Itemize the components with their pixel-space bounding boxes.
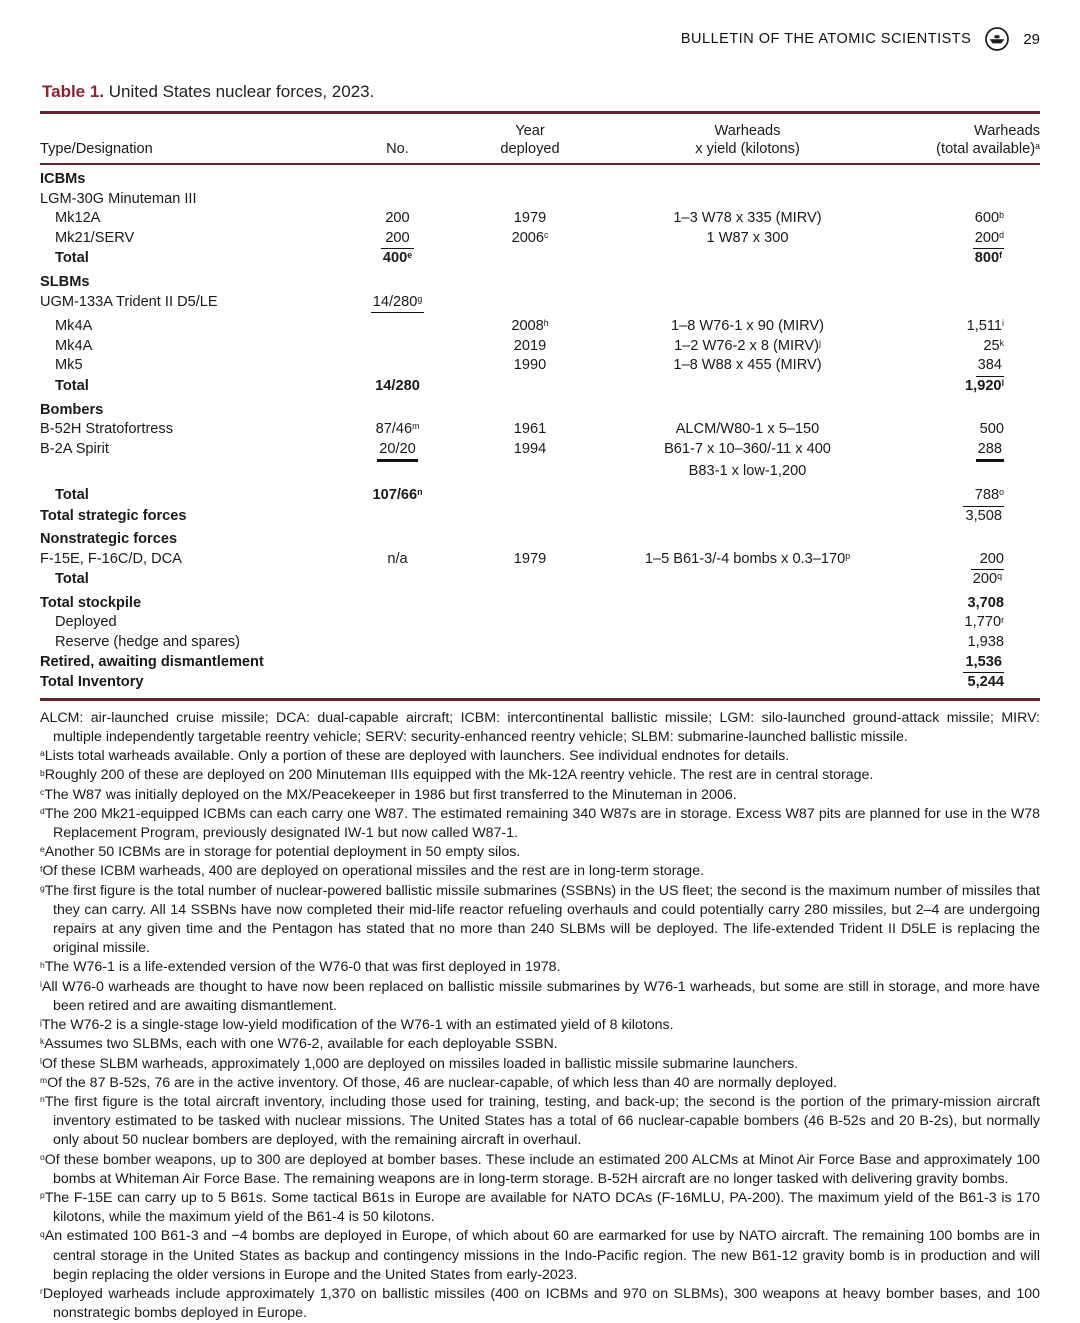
footnote-ref: j: [818, 337, 821, 348]
table-cell: n/a: [387, 550, 408, 567]
table-row: [40, 190, 1040, 210]
column-header-type: Type/Designation: [40, 141, 153, 157]
table-row: [40, 653, 1040, 674]
footnote: $^g$The first figure is the total number of nuclear-powered ballistic missile submarines (SSBNs) in the US fleet; the second is the maximum number of missiles that they can carry. All 14 SSBNs have now completed their mid-life reactor refueling overhauls and could potentially carry 280 missiles, but 2–4 are undergoing repairs at any given time and the Pentagon has stated that no more than 240 SLBMs will be deployed. The life-extended Trident II D5LE is replacing the original missile.: [40, 882, 1040, 957]
table-row: [40, 377, 1040, 397]
table-row: [40, 293, 1040, 314]
footnote: $^j$The W76-2 is a single-stage low-yield modification of the W76-1 with an estimated yield of 8 kilotons.: [40, 1017, 674, 1034]
footnote-marker: e: [40, 844, 45, 855]
table-cell: SLBMs: [40, 273, 90, 290]
footnote-marker: r: [40, 1286, 43, 1297]
table-cell: Bombers: [40, 401, 104, 418]
table-cell: F-15E, F-16C/D, DCA: [40, 550, 182, 567]
footnote-marker: d: [40, 806, 45, 817]
footnote-marker: j: [40, 1017, 42, 1028]
table-cell: Retired, awaiting dismantlement: [40, 653, 264, 670]
footnote-ref: m: [412, 421, 420, 432]
table-cell: 2019: [513, 337, 547, 354]
footnote-marker: n: [40, 1094, 45, 1105]
table-cell: Mk5: [55, 357, 83, 374]
footnote-marker: g: [40, 882, 45, 893]
footnote-marker: l: [40, 1055, 42, 1066]
table-cell: 800$^f$: [890, 248, 1040, 269]
footnotes: [40, 709, 1040, 1323]
table-cell: ICBMs: [40, 171, 86, 187]
table-row: [40, 440, 1040, 463]
table-cell: Total: [55, 571, 89, 588]
footnote-marker: p: [40, 1190, 45, 1201]
table-cell: 1–3 W78 x 335 (MIRV): [673, 210, 822, 227]
column-header-year: Year deployed: [500, 123, 560, 157]
table-cell: 25$^k$: [983, 337, 1004, 354]
table-row: [40, 337, 1040, 357]
table-cell: 200: [385, 229, 410, 246]
table-cell: Deployed: [55, 614, 117, 631]
table-cell: 384: [890, 356, 1040, 377]
table-cell: 200$^q$: [890, 569, 1040, 590]
footnote: $^c$The W87 was initially deployed on the MX/Peacekeeper in 1986 but first transferred to the Minuteman in 2006.: [40, 786, 737, 803]
table-cell: ALCM/W80-1 x 5–150: [675, 421, 820, 438]
table-cell: 1–8 W88 x 455 (MIRV): [673, 357, 822, 374]
table-cell: 1979: [513, 550, 547, 567]
table-cell: 1979: [513, 210, 547, 227]
footnote: $^o$Of these bomber weapons, up to 300 are deployed at bomber bases. These include an estimated 200 ALCMs at Minot Air Force Base and approximately 100 bombs at Whiteman Air Force Base. The remaining weapons are in long-term storage. B-52H aircraft are no longer tasked with delivering gravity bombs.: [40, 1151, 1040, 1187]
footnote-ref: q: [997, 571, 1002, 582]
footnote: $^n$The first figure is the total aircraft inventory, including those used for training, testing, and back-up; the second is the portion of the primary-mission aircraft inventory estimated to be tasked with nuclear missions. The United States has a total of 66 nuclear-capable bombers (46 B-52s and 20 B-2s), but normally only about 50 nuclear bombers are deployed, with the remaining aircraft in overhaul.: [40, 1093, 1040, 1149]
table-cell: 1,920$^l$: [965, 377, 1004, 394]
footnote-ref: e: [407, 250, 413, 261]
footnote-ref: c: [544, 229, 549, 240]
bulletin-boat-icon: [984, 26, 1010, 52]
footnote: $^f$Of these ICBM warheads, 400 are deployed on operational missiles and the rest are in long-term storage.: [40, 863, 705, 880]
footnote: $^k$Assumes two SLBMs, each with one W76-2, available for each deployable SSBN.: [40, 1036, 558, 1053]
table-cell: 3,708: [967, 594, 1004, 611]
table-row: [40, 420, 1040, 440]
table-row: [40, 317, 1040, 337]
footnote: $^d$The 200 Mk21-equipped ICBMs can each carry one W87. The estimated remaining 340 W87s are in storage. Excess W87 pits are planned for use in the W78 Replacement Program, previously designated IW-1 but now called W87-1.: [40, 805, 1040, 842]
table-title: [42, 82, 1040, 102]
column-header-warheads-total: Warheads (total available)$^a$: [936, 123, 1040, 157]
footnote-marker: m: [40, 1074, 48, 1085]
table-cell: 1,770$^r$: [964, 614, 1004, 631]
table-cell: 5,244: [967, 674, 1004, 691]
table-cell: 500: [979, 421, 1004, 438]
footnote: $^b$Roughly 200 of these are deployed on 200 Minuteman IIIs equipped with the Mk-12A reentry vehicle. The rest are in central storage.: [40, 767, 874, 784]
footnote-marker: b: [40, 767, 45, 778]
table-row: [40, 673, 1040, 693]
table-row: [40, 462, 1040, 482]
table-cell: 107/66$^n$: [372, 486, 423, 503]
table-cell: Nonstrategic forces: [40, 531, 178, 548]
footnote-marker: o: [40, 1151, 45, 1162]
table-cell: 1–2 W76-2 x 8 (MIRV)$^j$: [674, 337, 821, 354]
table-cell: 288: [890, 440, 1040, 463]
table-cell: 87/46$^m$: [375, 421, 420, 438]
footnote-ref: a: [1035, 141, 1040, 152]
table-cell: 1,536: [890, 653, 1040, 674]
table-row: [40, 356, 1040, 377]
table-cell: 200: [385, 210, 410, 227]
table-row: [40, 569, 1040, 590]
table-cell: Mk4A: [55, 318, 93, 335]
footnote: $^a$Lists total warheads available. Only a portion of these are deployed with launchers. See individual endnotes for details.: [40, 748, 790, 765]
footnote-marker: i: [40, 978, 42, 989]
table-cell: 2008$^h$: [511, 318, 549, 335]
table-cell: Total Inventory: [40, 674, 144, 691]
table-cell: Reserve (hedge and spares): [55, 634, 240, 651]
footnote-ref: o: [999, 486, 1004, 497]
table-body: [40, 165, 1040, 698]
table-row: [40, 170, 1040, 190]
footnote-ref: g: [417, 293, 423, 304]
table-cell: B61-7 x 10–360/-11 x 400: [664, 440, 831, 457]
table-cell: Total: [55, 250, 89, 267]
table-cell: 1994: [513, 440, 547, 457]
table-cell: Total strategic forces: [40, 507, 187, 524]
table-row: [40, 229, 1040, 249]
footnote-marker: h: [40, 959, 45, 970]
abbreviations-note: ALCM: air-launched cruise missile; DCA: dual-capable aircraft; ICBM: intercontinental ballistic missile; LGM: silo-launched ground-attack missile; MIRV: multiple independently targetable reentry vehicle; SERV: security-enhanced reentry vehicle; SLBM: submarine-launched ballistic missile.: [40, 709, 1040, 746]
table-cell: 14/280: [375, 377, 420, 394]
column-header-warheads-yield: Warheads x yield (kilotons): [695, 123, 800, 157]
table-row: [40, 506, 1040, 527]
table-header: [40, 114, 1040, 165]
table-title-text: United States nuclear forces, 2023.: [108, 82, 375, 101]
footnote-ref: h: [543, 318, 549, 329]
table-cell: 788$^o$: [974, 486, 1004, 503]
table-cell: 1–5 B61-3/-4 bombs x 0.3–170$^p$: [644, 550, 851, 567]
table-cell: Mk12A: [55, 210, 101, 227]
table-row: [40, 486, 1040, 506]
footnote-ref: b: [999, 210, 1004, 221]
footnote-ref: d: [999, 229, 1004, 240]
table-cell: 200$^d$: [974, 229, 1004, 246]
footnote: $^e$Another 50 ICBMs are in storage for potential deployment in 50 empty silos.: [40, 844, 521, 861]
table-cell: 1,511$^i$: [966, 318, 1004, 335]
table-row: [40, 273, 1040, 293]
table-cell: 1961: [513, 421, 547, 438]
table-cell: Mk4A: [55, 337, 93, 354]
footnote-ref: n: [417, 486, 423, 497]
table-cell: 200: [979, 550, 1004, 567]
footnote: $^q$An estimated 100 B61-3 and −4 bombs are deployed in Europe, of which about 60 are earmarked for use by NATO aircraft. The remaining 100 bombs are in central storage in the United States as backup and contingency missions in the Indo-Pacific region. The new B61-12 gravity bomb is in production and will begin replacing the older versions in Europe and the United States from early-2023.: [40, 1228, 1040, 1283]
footnote-ref: r: [1001, 614, 1004, 625]
table-row: [40, 530, 1040, 550]
table-row: [40, 209, 1040, 229]
table-cell: Mk21/SERV: [55, 229, 135, 246]
footnote-marker: c: [40, 786, 45, 797]
running-head: [40, 24, 1040, 54]
footnote: $^m$Of the 87 B-52s, 76 are in the active inventory. Of those, 46 are nuclear-capable, of which less than 40 are normally deployed.: [40, 1074, 838, 1091]
table-row: [40, 401, 1040, 421]
table-cell: B-52H Stratofortress: [40, 421, 174, 438]
table-cell: 2006$^c$: [511, 229, 549, 246]
page-number: 29: [1023, 30, 1040, 48]
table-cell: 20/20: [340, 440, 455, 463]
footnote-ref: k: [999, 337, 1004, 348]
table-cell: 1 W87 x 300: [706, 229, 789, 246]
footnote: $^p$The F-15E can carry up to 5 B61s. Some tactical B61s in Europe are available for NATO DCAs (F-16MLU, PA-200). The maximum yield of the B61-3 is 170 kilotons, while the maximum yield of the B61-4 is 50 kilotons.: [40, 1189, 1040, 1226]
footnote-marker: k: [40, 1036, 45, 1047]
footnote-marker: q: [40, 1228, 45, 1239]
nuclear-forces-table: [40, 111, 1040, 701]
table-cell: 400e: [340, 248, 455, 269]
footnote: $^r$Deployed warheads include approximately 1,370 on ballistic missiles (400 on ICBMs and 970 on SLBMs), 300 weapons at heavy bomber bases, and 100 nonstrategic bombs deployed in Europe.: [40, 1285, 1040, 1322]
table-cell: 1990: [513, 357, 547, 374]
table-cell: LGM-30G Minuteman III: [40, 190, 197, 207]
footnote-ref: l: [1001, 378, 1004, 388]
footnote-ref: p: [845, 550, 851, 561]
table-cell: Total stockpile: [40, 594, 142, 611]
table-cell: 1–8 W76-1 x 90 (MIRV): [670, 318, 825, 335]
column-header-no: No.: [386, 141, 409, 157]
table-cell: 14/280$^g$: [340, 293, 455, 314]
table-row: [40, 550, 1040, 570]
table-row: [40, 633, 1040, 653]
table-title-label: Table 1.: [42, 82, 105, 101]
table-cell: 3,508: [890, 506, 1040, 527]
footnote-marker: a: [40, 748, 45, 759]
table-cell: Total: [55, 486, 89, 503]
footnote-marker: f: [40, 863, 43, 874]
footnote-ref: f: [999, 250, 1002, 261]
table-cell: UGM-133A Trident II D5/LE: [40, 293, 218, 310]
table-cell: 600$^b$: [974, 210, 1004, 227]
footnote: $^l$Of these SLBM warheads, approximately 1,000 are deployed on missiles loaded in ballistic missile submarine launchers.: [40, 1055, 799, 1072]
table-row: [40, 248, 1040, 269]
table-cell: Total: [55, 377, 89, 394]
footnote: $^h$The W76-1 is a life-extended version of the W76-0 that was first deployed in 1978.: [40, 959, 561, 976]
journal-name: BULLETIN OF THE ATOMIC SCIENTISTS: [680, 31, 972, 47]
table-cell: 1,938: [967, 634, 1004, 651]
table-cell: B-2A Spirit: [40, 440, 109, 457]
footnote-ref: i: [1002, 318, 1004, 329]
footnote: $^i$All W76-0 warheads are thought to have now been replaced on ballistic missile submarines by W76-1 warheads, but some are still in storage, and more have been retired and are awaiting dismantlement.: [40, 978, 1040, 1014]
table-row: [40, 594, 1040, 614]
table-cell: B83-1 x low-1,200: [688, 463, 807, 480]
table-row: [40, 613, 1040, 633]
